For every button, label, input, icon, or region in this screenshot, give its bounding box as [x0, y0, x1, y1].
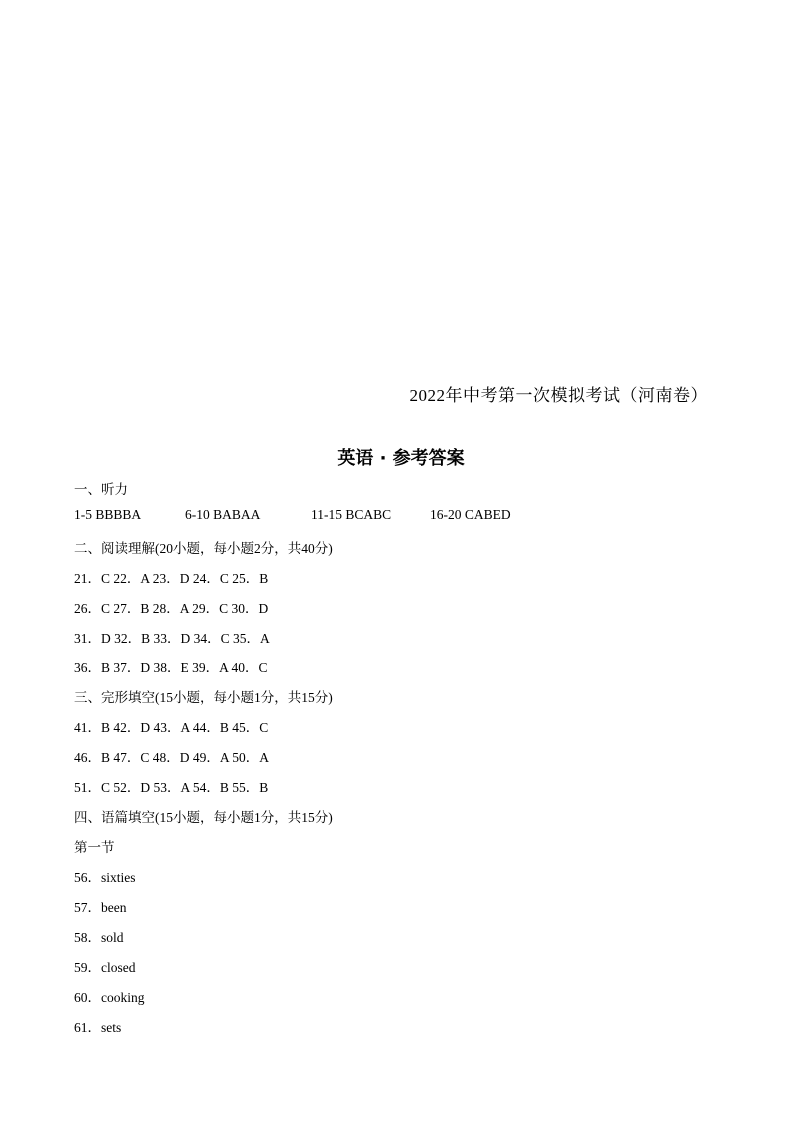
- page-title: 2022年中考第一次模拟考试（河南卷）: [409, 386, 708, 405]
- answer-line: 60．cooking: [74, 990, 145, 1005]
- answer-line: 41．B 42．D 43．A 44．B 45．C: [74, 720, 269, 735]
- section-heading-reading: 二、阅读理解(20小题，每小题2分，共40分): [74, 541, 333, 556]
- section-heading-cloze: 三、完形填空(15小题，每小题1分，共15分): [74, 690, 333, 705]
- listening-answer: 16-20 CABED: [430, 507, 511, 522]
- listening-answer: 1-5 BBBBA: [74, 507, 142, 522]
- listening-answer: 6-10 BABAA: [185, 507, 261, 522]
- answer-line: 57．been: [74, 900, 127, 915]
- answer-line: 51．C 52．D 53．A 54．B 55．B: [74, 780, 269, 795]
- section-heading-passage-fill: 四、语篇填空(15小题，每小题1分，共15分): [74, 810, 333, 825]
- answer-line: 26．C 27．B 28．A 29．C 30．D: [74, 601, 269, 616]
- answer-line: 21．C 22．A 23．D 24．C 25．B: [74, 571, 269, 586]
- subtitle-text: 英语 · 参考答案: [337, 448, 465, 469]
- section-heading-listening: 一、听力: [74, 482, 128, 497]
- answer-line: 58．sold: [74, 930, 124, 945]
- answer-line: 61．sets: [74, 1020, 122, 1035]
- answer-line: 36．B 37．D 38．E 39．A 40．C: [74, 660, 268, 675]
- answer-line: 46．B 47．C 48．D 49．A 50．A: [74, 750, 270, 765]
- listening-answer: 11-15 BCABC: [311, 507, 392, 522]
- page-subtitle: [0, 444, 800, 470]
- answer-line: 56．sixties: [74, 870, 136, 885]
- answer-line: 31．D 32．B 33．D 34．C 35．A: [74, 631, 270, 646]
- answer-line: 59．closed: [74, 960, 136, 975]
- part-label: 第一节: [74, 840, 115, 855]
